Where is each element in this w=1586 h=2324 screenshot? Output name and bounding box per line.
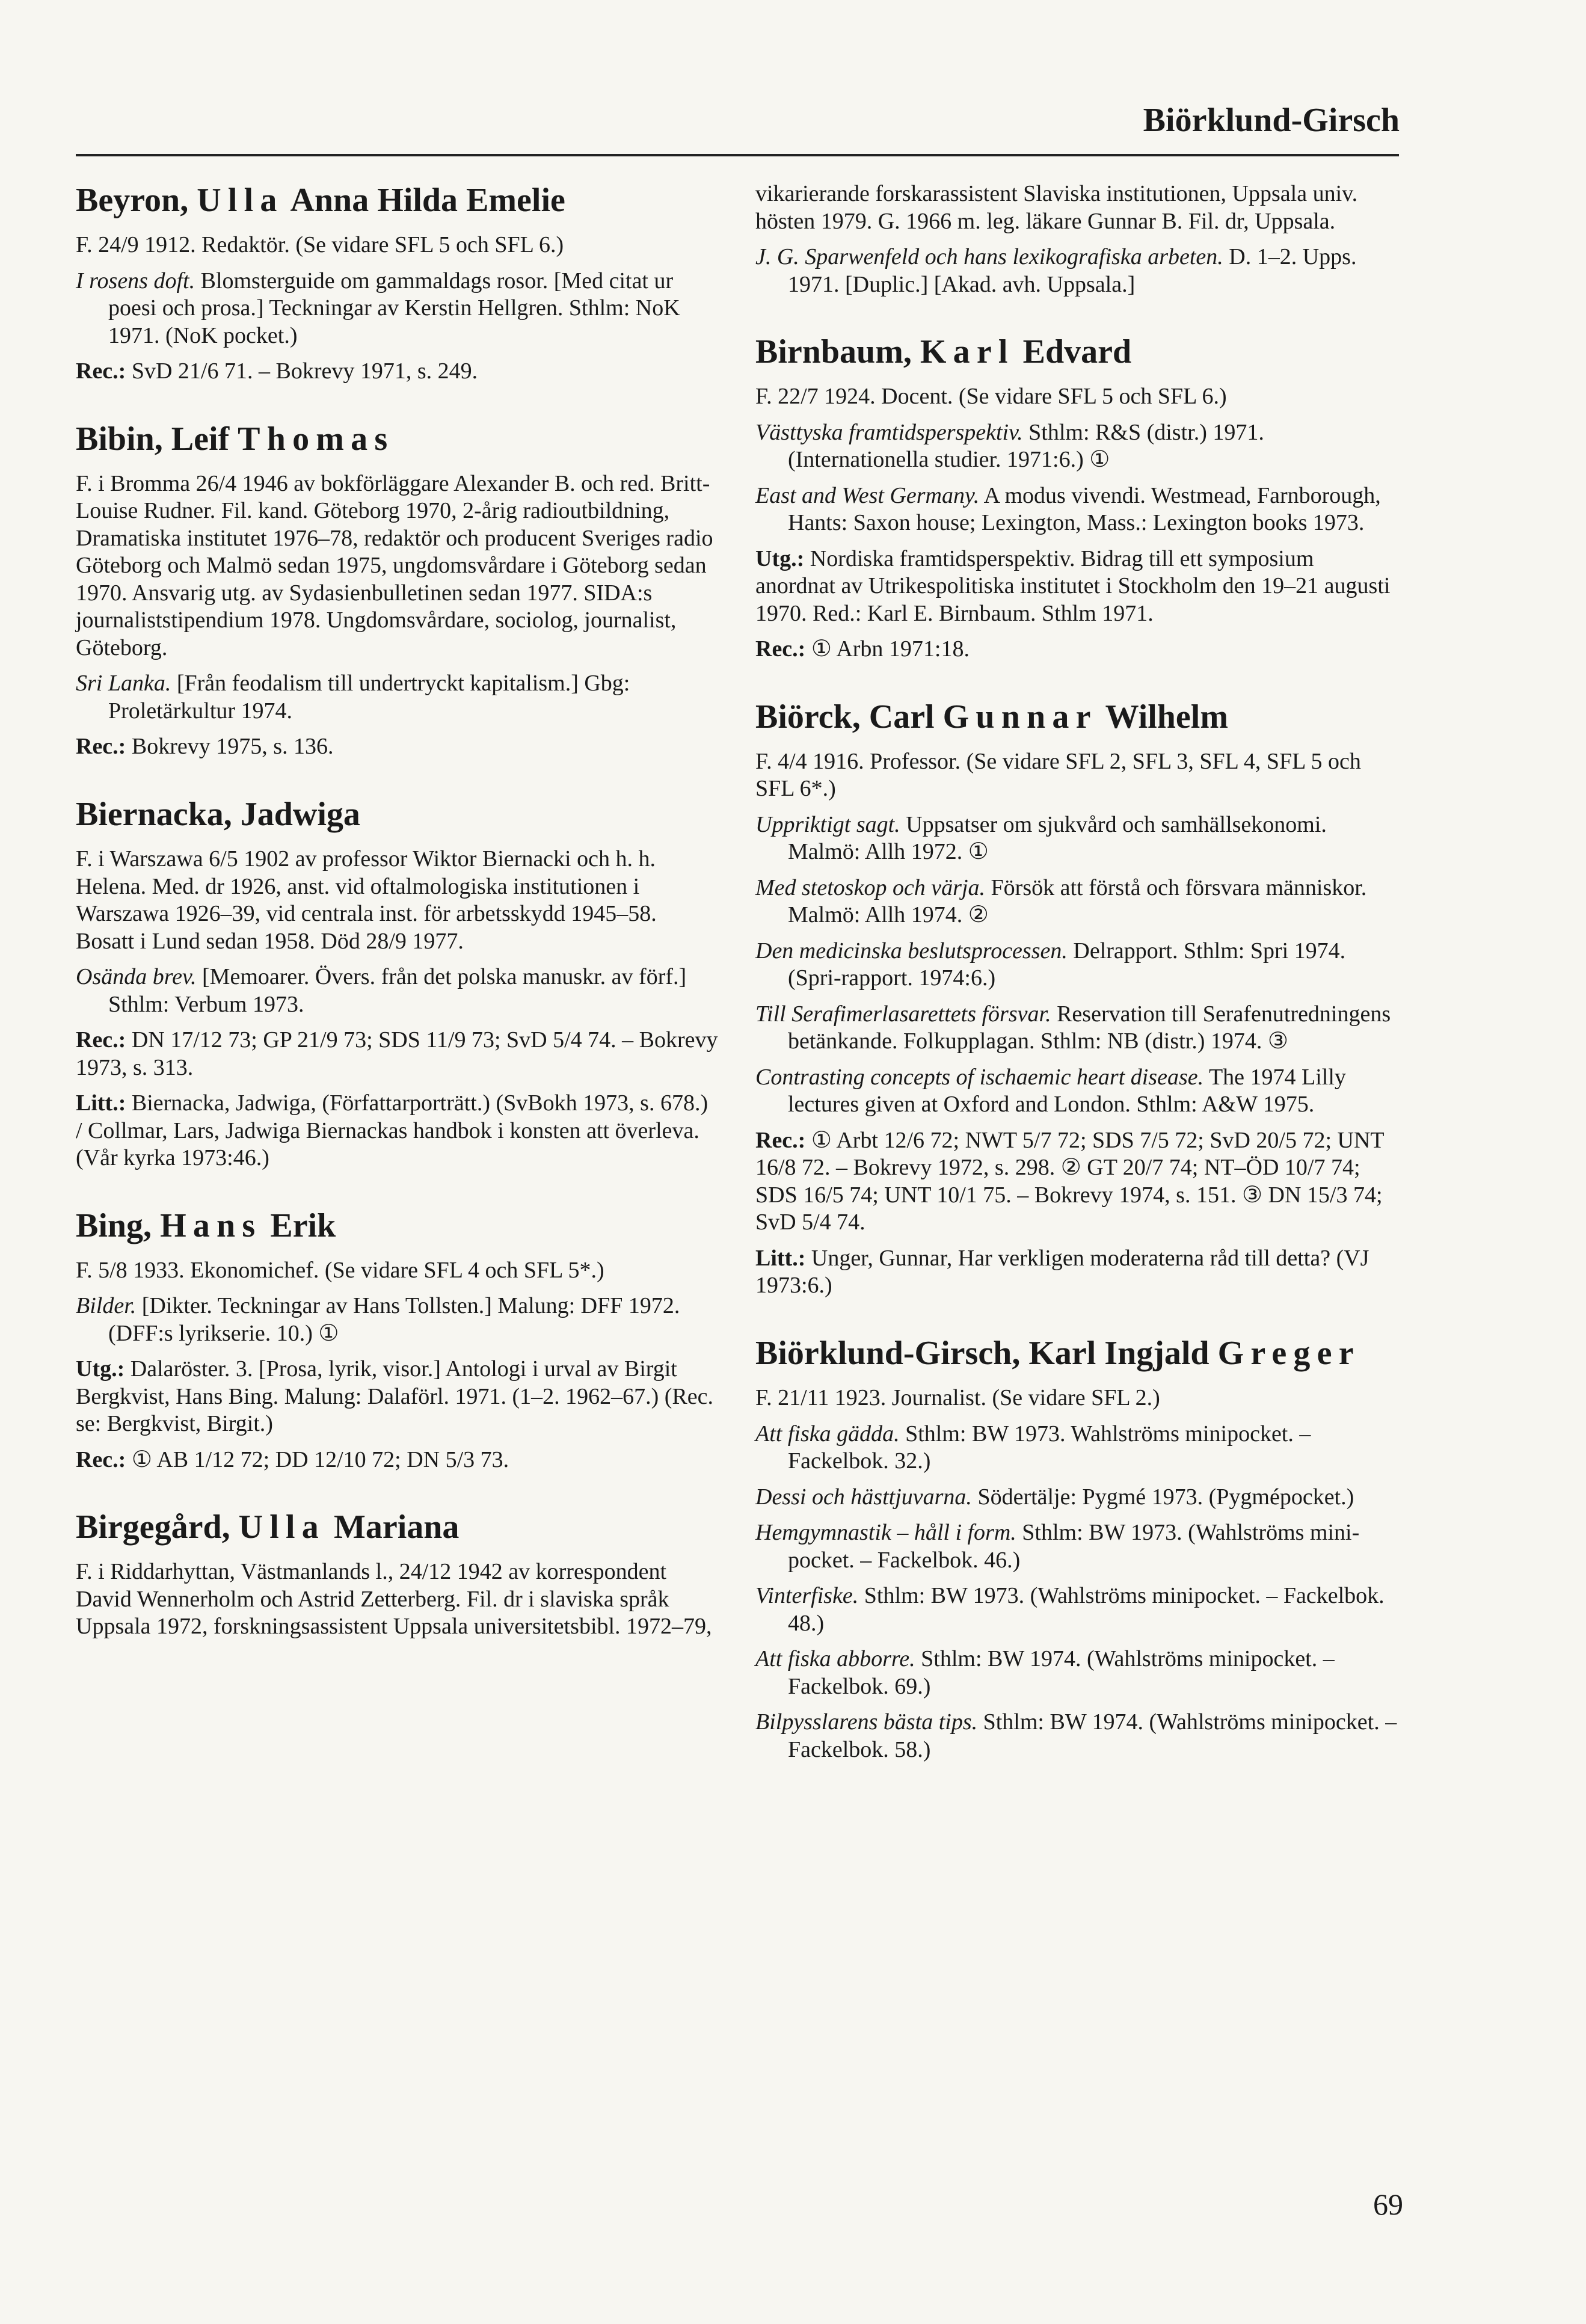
work-item: J. G. Sparwenfeld och hans lexikografiska arbeten. D. 1–2. Upps. 1971. [Duplic.] [Akad. avh. Uppsala.] — [755, 244, 1357, 297]
reviews: Rec.: Bokrevy 1975, s. 136. — [76, 734, 334, 760]
editor-note: Utg.: Nordiska framtidsperspektiv. Bidrag till ett symposium anordnat av Utrikespolitiska institutet i Stockholm den 19–21 augusti 1970. Red.: Karl E. Birnbaum. Sthlm 1971. — [755, 546, 1391, 626]
work-item: Osända brev. [Memoarer. Övers. från det polska manuskr. av förf.] Sthlm: Verbum 1973. — [76, 964, 687, 1017]
right-column — [755, 180, 1399, 1797]
work-item: Vinterfiske. Sthlm: BW 1973. (Wahlströms minipocket. – Fackelbok. 48.) — [755, 1583, 1385, 1636]
literature: Litt.: Unger, Gunnar, Har verkligen moderaterna råd till detta? (VJ 1973:6.) — [755, 1245, 1369, 1299]
entry-biernacka — [76, 795, 719, 1172]
work-item: Den medicinska beslutsprocessen. Delrapport. Sthlm: Spri 1974. (Spri-rapport. 1974:6.) — [755, 938, 1346, 991]
entry-bio: F. 4/4 1916. Professor. (Se vidare SFL 2, SFL 3, SFL 4, SFL 5 och SFL 6*.) — [755, 748, 1361, 802]
work-item: East and West Germany. A modus vivendi. Westmead, Farnborough, Hants: Saxon house; Lexington, Mass.: Lexington books 1973. — [755, 482, 1381, 536]
work-item: Sri Lanka. [Från feodalism till undertryckt kapitalism.] Gbg: Proletärkultur 1974. — [76, 671, 630, 724]
entry-birgegard-continued — [755, 180, 1399, 298]
entry-heading: Bibin, Leif Thomas — [76, 420, 395, 458]
work-item: Med stetoskop och värja. Försök att förstå och försvara människor. Malmö: Allh 1974. ② — [755, 875, 1367, 928]
header-rule — [76, 154, 1399, 156]
entry-bio: F. i Riddarhyttan, Västmanlands l., 24/12 1942 av korrespondent David Wennerholm och Astrid Zetterberg. Fil. dr i slaviska språk Uppsala 1972, forskningsassistent Uppsala universitetsbibl. 1972–79, — [76, 1559, 712, 1640]
entry-bio: F. i Bromma 26/4 1946 av bokförläggare Alexander B. och red. Britt-Louise Rudner. Fil. kand. Göteborg 1970, 2-årig radioutbildning, Dramatiska institutet 1976–78, redaktör och producent Sveriges radio Göteborg och Malmö sedan 1975, ungdomsvårdare i Göteborg sedan 1970. Ansvarig utg. av Sydasienbulletinen sedan 1977. SIDA:s journaliststipendium 1978. Ungdomsvårdare, sociolog, journalist, Göteborg. — [76, 470, 713, 660]
entry-beyron — [76, 180, 719, 386]
entry-biorck — [755, 697, 1399, 1300]
entry-heading: Beyron, Ulla Anna Hilda Emelie — [76, 182, 565, 219]
entry-biorklund-girsch — [755, 1333, 1399, 1763]
work-item: Att fiska abborre. Sthlm: BW 1974. (Wahlströms minipocket. – Fackelbok. 69.) — [755, 1646, 1335, 1699]
work-item: Bilder. [Dikter. Teckningar av Hans Tollsten.] Malung: DFF 1972. (DFF:s lyrikserie. 10.) ① — [76, 1293, 680, 1346]
entry-bio: F. 5/8 1933. Ekonomichef. (Se vidare SFL 4 och SFL 5*.) — [76, 1257, 604, 1283]
work-item: Till Serafimerlasarettets försvar. Reservation till Serafenutredningens betänkande. Folkupplagan. Sthlm: NB (distr.) 1974. ③ — [755, 1001, 1391, 1054]
work-item: Att fiska gädda. Sthlm: BW 1973. Wahlströms minipocket. – Fackelbok. 32.) — [755, 1421, 1311, 1474]
running-head: Biörklund-Girsch — [1143, 102, 1400, 139]
work-item: Västtyska framtidsperspektiv. Sthlm: R&S (distr.) 1971. (Internationella studier. 1971:6.) ① — [755, 419, 1264, 473]
entry-bing — [76, 1206, 719, 1474]
work-item: Contrasting concepts of ischaemic heart disease. The 1974 Lilly lectures given at Oxford and London. Sthlm: A&W 1975. — [755, 1064, 1346, 1117]
work-item: Bilpysslarens bästa tips. Sthlm: BW 1974. (Wahlströms minipocket. – Fackelbok. 58.) — [755, 1709, 1397, 1762]
work-item: Hemgymnastik – håll i form. Sthlm: BW 1973. (Wahlströms mini-pocket. – Fackelbok. 46.) — [755, 1520, 1360, 1573]
reviews: Rec.: DN 17/12 73; GP 21/9 73; SDS 11/9 73; SvD 5/4 74. – Bokrevy 1973, s. 313. — [76, 1027, 718, 1080]
entry-bio: vikarierande forskarassistent Slaviska institutionen, Uppsala univ. hösten 1979. G. 1966 m. leg. läkare Gunnar B. Fil. dr, Uppsala. — [755, 181, 1358, 234]
editor-note: Utg.: Dalaröster. 3. [Prosa, lyrik, visor.] Antologi i urval av Birgit Bergkvist, Hans Bing. Malung: Dalaförl. 1971. (1–2. 1962–67.) (Rec. se: Bergkvist, Birgit.) — [76, 1356, 713, 1437]
entry-birgegard — [76, 1507, 719, 1641]
entry-bio: F. 21/11 1923. Journalist. (Se vidare SFL 2.) — [755, 1385, 1160, 1411]
entry-bio: F. 22/7 1924. Docent. (Se vidare SFL 5 och SFL 6.) — [755, 384, 1227, 410]
reviews: Rec.: ① Arbt 12/6 72; NWT 5/7 72; SDS 7/5 72; SvD 20/5 72; UNT 16/8 72. – Bokrevy 1972, s. 298. ② GT 20/7 74; NT–ÖD 10/7 74; SDS 16/5 74; UNT 10/1 75. – Bokrevy 1974, s. 151. ③ DN 15/3 74; SvD 5/4 74. — [755, 1127, 1384, 1235]
page-number: 69 — [1373, 2187, 1403, 2221]
entry-heading: Biernacka, Jadwiga — [76, 795, 360, 833]
entry-bio: F. i Warszawa 6/5 1902 av professor Wiktor Biernacki och h. h. Helena. Med. dr 1926, anst. vid oftalmologiska institutionen i Warszawa 1926–39, vid centrala inst. för arbetsskydd 1945–58. Bosatt i Lund sedan 1958. Död 28/9 1977. — [76, 846, 657, 954]
entry-bibin — [76, 419, 719, 761]
entry-heading: Bing, Hans Erik — [76, 1207, 336, 1244]
entry-heading: Birgegård, Ulla Mariana — [76, 1508, 460, 1546]
entry-birnbaum — [755, 332, 1399, 663]
entry-heading: Biörklund-Girsch, Karl Ingjald Greger — [755, 1334, 1360, 1372]
work-item: Dessi och hästtjuvarna. Södertälje: Pygmé 1973. (Pygmépocket.) — [755, 1484, 1354, 1510]
reviews: Rec.: ① Arbn 1971:18. — [755, 636, 970, 662]
work-item: I rosens doft. Blomsterguide om gammaldags rosor. [Med citat ur poesi och prosa.] Teckningar av Kerstin Hellgren. Sthlm: NoK 1971. (NoK pocket.) — [76, 268, 680, 348]
work-item: Uppriktigt sagt. Uppsatser om sjukvård och samhällsekonomi. Malmö: Allh 1972. ① — [755, 811, 1327, 865]
reviews: Rec.: SvD 21/6 71. – Bokrevy 1971, s. 249. — [76, 358, 478, 384]
reviews: Rec.: ① AB 1/12 72; DD 12/10 72; DN 5/3 73. — [76, 1446, 509, 1472]
entry-bio: F. 24/9 1912. Redaktör. (Se vidare SFL 5 och SFL 6.) — [76, 232, 564, 258]
entry-heading: Birnbaum, Karl Edvard — [755, 333, 1132, 370]
left-column — [76, 180, 719, 1674]
entry-heading: Biörck, Carl Gunnar Wilhelm — [755, 698, 1228, 736]
literature: Litt.: Biernacka, Jadwiga, (Författarporträtt.) (SvBokh 1973, s. 678.) / Collmar, Lars, Jadwiga Biernackas handbok i konsten att överleva. (Vår kyrka 1973:46.) — [76, 1090, 708, 1171]
